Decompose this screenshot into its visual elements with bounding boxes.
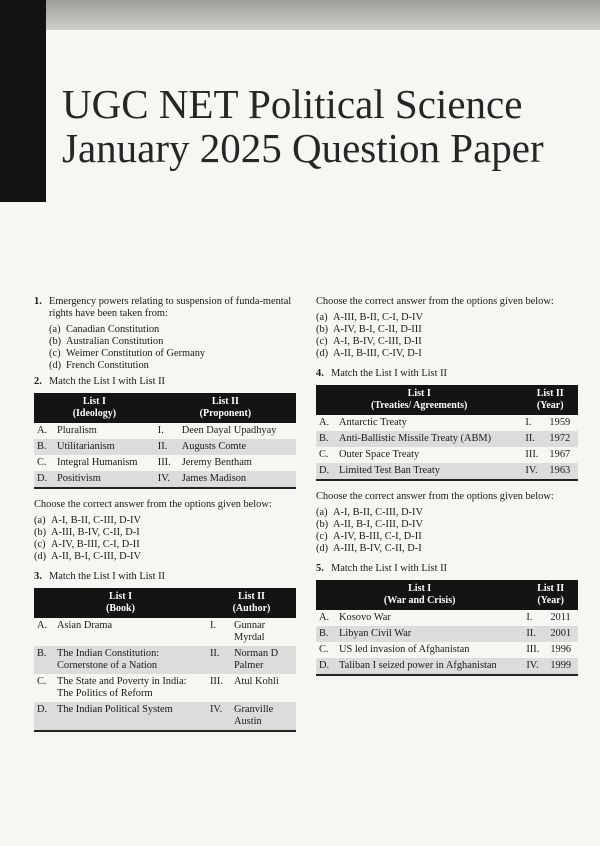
table-header bbox=[316, 580, 578, 610]
option-label: (d) bbox=[34, 551, 47, 562]
question-text: Match the List I with List II bbox=[331, 563, 448, 574]
option bbox=[49, 348, 296, 360]
table-row: D. Positivism IV. James Madison bbox=[34, 471, 296, 488]
option-label: (b) bbox=[49, 336, 62, 347]
option-text: A-IV, B-I, C-II, D-III bbox=[333, 324, 422, 335]
table-row: B. Utilitarianism II. Augusts Comte bbox=[34, 439, 296, 455]
question-number: 1. bbox=[34, 296, 42, 307]
option bbox=[316, 531, 578, 543]
choose-instruction: Choose the correct answer from the options given below: bbox=[316, 491, 554, 502]
question-number: 5. bbox=[316, 563, 324, 574]
option bbox=[316, 519, 578, 531]
option-list bbox=[316, 507, 578, 555]
option-text: Australian Constitution bbox=[66, 336, 164, 347]
option-list bbox=[316, 312, 578, 360]
option-label: (c) bbox=[49, 348, 61, 359]
option-label: (d) bbox=[316, 543, 329, 554]
option-label: (a) bbox=[316, 507, 328, 518]
choose-instruction: Choose the correct answer from the options given below: bbox=[34, 499, 272, 510]
question-number: 4. bbox=[316, 368, 324, 379]
choose-instruction: Choose the correct answer from the options given below: bbox=[316, 296, 554, 307]
option bbox=[316, 312, 578, 324]
option-label: (a) bbox=[316, 312, 328, 323]
table-row: D. Limited Test Ban Treaty IV. 1963 bbox=[316, 463, 578, 480]
option-text: A-III, B-II, C-I, D-IV bbox=[333, 312, 424, 323]
option-label: (d) bbox=[316, 348, 329, 359]
option bbox=[316, 324, 578, 336]
option-text: Weimer Constitution of Germany bbox=[66, 348, 206, 359]
left-accent-bar bbox=[0, 0, 46, 202]
question-text: Emergency powers relating to suspension of funda-mental rights have been taken from: bbox=[49, 296, 292, 319]
list-i-header: List I (War and Crisis) bbox=[383, 583, 456, 606]
title-line-1: UGC NET Political Science bbox=[62, 81, 523, 127]
option bbox=[49, 360, 296, 372]
option-label: (c) bbox=[34, 539, 46, 550]
option-text: A-I, B-II, C-III, D-IV bbox=[333, 507, 424, 518]
option bbox=[316, 543, 578, 555]
table-row: C. Integral Humanism III. Jeremy Bentham bbox=[37, 457, 252, 468]
option-text: A-I, B-II, C-III, D-IV bbox=[51, 515, 142, 526]
question-3-continued bbox=[316, 296, 578, 360]
table-header bbox=[34, 393, 296, 423]
option bbox=[316, 348, 578, 360]
list-ii-header: List II (Author) bbox=[232, 591, 271, 614]
option-label: (b) bbox=[316, 519, 329, 530]
option-label: (c) bbox=[316, 336, 328, 347]
table-row: C. US led invasion of Afghanistan III. 1996 bbox=[319, 644, 572, 655]
list-i-header: List I (Book) bbox=[106, 591, 135, 614]
question-number: 2. bbox=[34, 376, 42, 387]
right-column bbox=[316, 296, 578, 686]
question-4 bbox=[316, 368, 578, 555]
option-list bbox=[34, 515, 296, 563]
question-1 bbox=[34, 296, 296, 372]
question-number: 3. bbox=[34, 571, 42, 582]
option-text: A-III, B-IV, C-II, D-I bbox=[333, 543, 422, 554]
option bbox=[34, 515, 296, 527]
option-label: (a) bbox=[49, 324, 61, 335]
option bbox=[34, 539, 296, 551]
left-column bbox=[34, 296, 296, 742]
option-text: French Constitution bbox=[66, 360, 149, 371]
match-table bbox=[316, 385, 578, 481]
table-row: C. Outer Space Treaty III. 1967 bbox=[319, 449, 571, 460]
title-line-2: January 2025 Question Paper bbox=[62, 125, 544, 171]
question-text: Match the List I with List II bbox=[49, 376, 166, 387]
option-text: A-II, B-I, C-III, D-IV bbox=[51, 551, 142, 562]
top-band bbox=[0, 0, 600, 30]
option-label: (a) bbox=[34, 515, 46, 526]
option-text: A-II, B-III, C-IV, D-I bbox=[333, 348, 422, 359]
option-text: A-II, B-I, C-III, D-IV bbox=[333, 519, 424, 530]
table-row: B. The Indian Constitution: Cornerstone of a Nation II. Norman D Palmer bbox=[34, 646, 296, 674]
option bbox=[34, 527, 296, 539]
table-row: B. Anti-Ballistic Missile Treaty (ABM) II. 1972 bbox=[316, 431, 578, 447]
table-row: B. Libyan Civil War II. 2001 bbox=[316, 626, 578, 642]
option-list bbox=[49, 324, 296, 372]
table-row: A. Antarctic Treaty I. 1959 bbox=[319, 417, 571, 428]
list-ii-header: List II (Year) bbox=[536, 388, 564, 411]
table-row: A. Kosovo War I. 2011 bbox=[319, 612, 571, 623]
option-text: A-I, B-IV, C-III, D-II bbox=[333, 336, 422, 347]
question-3 bbox=[34, 571, 296, 732]
option-label: (b) bbox=[316, 324, 329, 335]
option bbox=[34, 551, 296, 563]
option-label: (d) bbox=[49, 360, 62, 371]
table-row: C. The State and Poverty in India: The Politics of Reform III. Atul Kohli bbox=[37, 676, 279, 699]
option bbox=[49, 336, 296, 348]
table-row: D. Taliban I seized power in Afghanistan IV. 1999 bbox=[316, 658, 578, 675]
page-title bbox=[62, 82, 544, 170]
match-table bbox=[34, 588, 296, 732]
list-ii-header: List II (Proponent) bbox=[199, 396, 252, 419]
option bbox=[49, 324, 296, 336]
option-label: (c) bbox=[316, 531, 328, 542]
option-text: A-III, B-IV, C-II, D-I bbox=[51, 527, 140, 538]
table-row: D. The Indian Political System IV. Granville Austin bbox=[34, 702, 296, 731]
list-i-header: List I (Treaties/ Agreements) bbox=[371, 388, 468, 411]
table-row: A. Asian Drama I. Gunnar Myrdal bbox=[37, 620, 266, 643]
question-text: Match the List I with List II bbox=[49, 571, 166, 582]
match-table bbox=[34, 393, 296, 489]
option bbox=[316, 507, 578, 519]
match-table bbox=[316, 580, 578, 676]
option-text: A-IV, B-III, C-I, D-II bbox=[51, 539, 140, 550]
question-2 bbox=[34, 376, 296, 563]
option-text: Canadian Constitution bbox=[66, 324, 160, 335]
table-header bbox=[316, 385, 578, 415]
table-row: A. Pluralism I. Deen Dayal Upadhyay bbox=[37, 425, 277, 436]
question-text: Match the List I with List II bbox=[331, 368, 448, 379]
table-header bbox=[34, 588, 296, 618]
list-i-header: List I (Ideology) bbox=[72, 396, 117, 419]
list-ii-header: List II (Year) bbox=[537, 583, 565, 606]
option bbox=[316, 336, 578, 348]
option-text: A-IV, B-III, C-I, D-II bbox=[333, 531, 422, 542]
option-label: (b) bbox=[34, 527, 47, 538]
question-5 bbox=[316, 563, 578, 676]
